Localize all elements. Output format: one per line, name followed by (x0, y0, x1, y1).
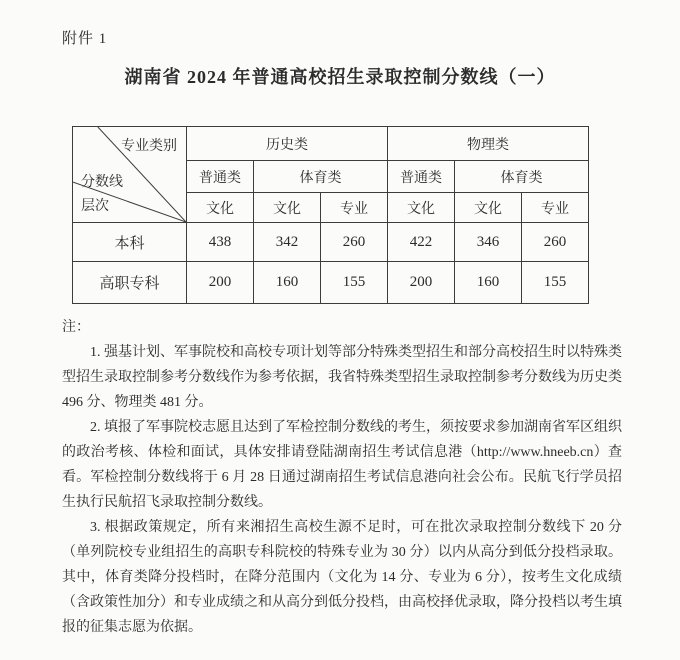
corner-cell (73, 127, 187, 223)
score-cell: 155 (321, 262, 388, 304)
field-physics-general-culture: 文化 (388, 193, 455, 223)
group-header-history: 历史类 (187, 127, 388, 161)
score-cell: 160 (455, 262, 522, 304)
score-cell: 200 (187, 262, 254, 304)
field-history-sports-major: 专业 (321, 193, 388, 223)
page-title: 湖南省 2024 年普通高校招生录取控制分数线（一） (124, 67, 556, 87)
score-cell: 260 (321, 223, 388, 262)
corner-label-level: 层次 (81, 199, 109, 214)
score-cell: 342 (254, 223, 321, 262)
group-header-physics: 物理类 (388, 127, 589, 161)
score-cell: 346 (455, 223, 522, 262)
field-physics-sports-major: 专业 (522, 193, 589, 223)
field-history-general-culture: 文化 (187, 193, 254, 223)
note-paragraph-1: 1. 强基计划、军事院校和高校专项计划等部分特殊类型招生和部分高校招生时以特殊类型招生录取控制参考分数线作为参考依据，我省特殊类型招生录取控制参考分数线为历史类 496 分、物理类 481 分。 (62, 345, 622, 410)
subgroup-physics-general: 普通类 (388, 161, 455, 193)
score-cell: 160 (254, 262, 321, 304)
field-history-sports-culture: 文化 (254, 193, 321, 223)
score-cell: 155 (522, 262, 589, 304)
score-cell: 200 (388, 262, 455, 304)
subgroup-physics-sports: 体育类 (455, 161, 589, 193)
table-row-undergraduate (73, 223, 589, 262)
score-table (72, 126, 589, 304)
corner-label-scoreline: 分数线 (81, 175, 123, 190)
score-cell: 438 (187, 223, 254, 262)
note-paragraph-3: 3. 根据政策规定，所有来湘招生高校生源不足时，可在批次录取控制分数线下 20 分（单列院校专业组招生的高职专科院校的特殊专业为 30 分）以内从高分到低分投档录取。其中，体育类降分投档时，在降分范围内（文化为 14 分、专业为 6 分），按考生文化成绩（含政策性加分）和专业成绩之和从高分到低分投档，由高校择优录取，降分投档以考生填报的征集志愿为依据。 (62, 520, 622, 635)
subgroup-history-general: 普通类 (187, 161, 254, 193)
subgroup-history-sports: 体育类 (254, 161, 388, 193)
notes-section (62, 315, 622, 640)
attachment-label: 附件 1 (62, 31, 108, 47)
row-label: 高职专科 (73, 262, 187, 304)
notes-label: 注： (62, 320, 90, 335)
score-cell: 422 (388, 223, 455, 262)
field-physics-sports-culture: 文化 (455, 193, 522, 223)
note-paragraph-2: 2. 填报了军事院校志愿且达到了军检控制分数线的考生，须按要求参加湖南省军区组织的政治考核、体检和面试，具体安排请登陆湖南招生考试信息港（http://www.hneeb.cn）查看。军检控制分数线将于 6 月 28 日通过湖南招生考试信息港向社会公布。民航飞行学员招生执行民航招飞录取控制分数线。 (62, 420, 622, 510)
row-label: 本科 (73, 223, 187, 262)
table-row-vocational (73, 262, 589, 304)
corner-label-category: 专业类别 (121, 139, 177, 154)
score-cell: 260 (522, 223, 589, 262)
